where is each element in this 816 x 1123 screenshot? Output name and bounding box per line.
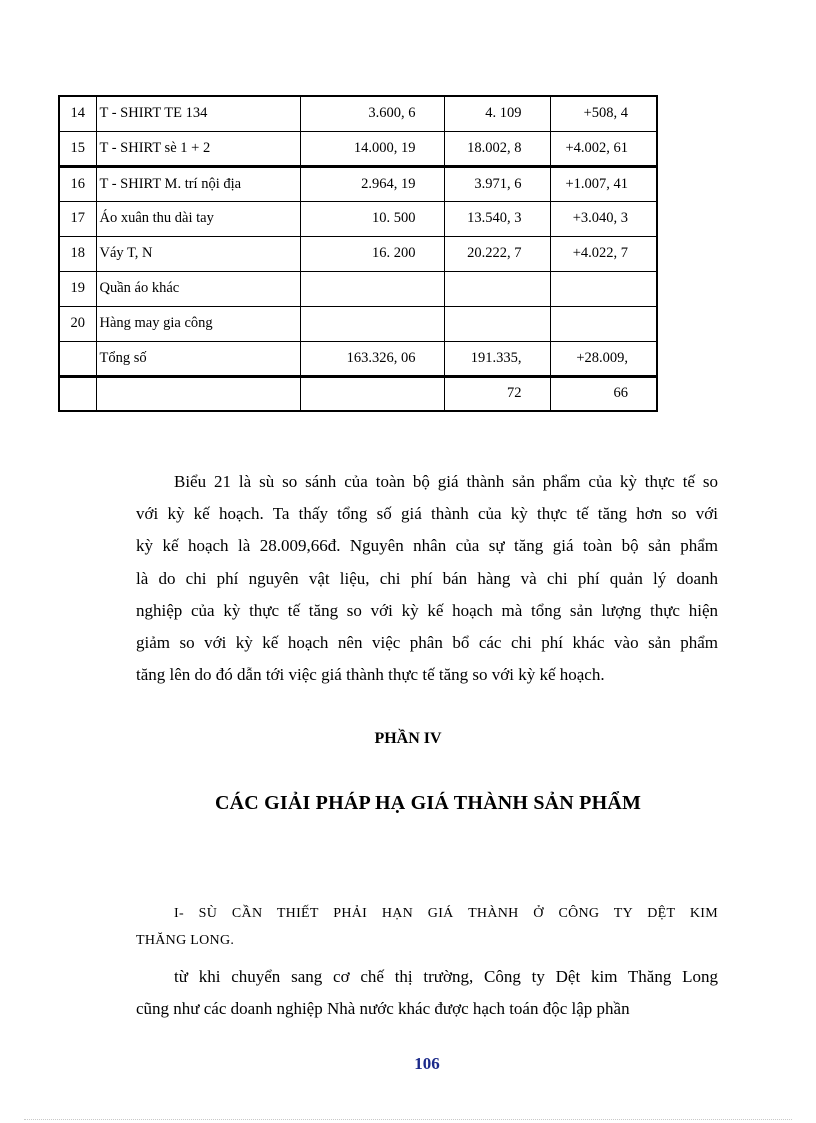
- row-number-cell: 18: [59, 236, 96, 271]
- actual-cost-cell: 72: [444, 376, 550, 411]
- section-heading-line: I- SÙ CẦN THIẾT PHẢI HẠN GIÁ THÀNH Ở CÔNG TY DỆT KIM: [174, 906, 718, 921]
- row-number-cell: 16: [59, 166, 96, 201]
- row-number-cell: 17: [59, 201, 96, 236]
- table-row: [59, 166, 657, 201]
- paragraph-line: kỳ kế hoạch là 28.009,66đ. Nguyên nhân của sự tăng giá toàn bộ sản phẩm: [136, 536, 718, 556]
- plan-cost-cell: 163.326, 06: [300, 341, 444, 376]
- difference-cell: +1.007, 41: [550, 166, 657, 201]
- row-number-cell: [59, 376, 96, 411]
- product-name-cell: Tổng số: [96, 341, 300, 376]
- difference-cell: +4.022, 7: [550, 236, 657, 271]
- plan-cost-cell: 14.000, 19: [300, 131, 444, 166]
- difference-cell: +4.002, 61: [550, 131, 657, 166]
- paragraph-line: tăng lên do đó dẫn tới việc giá thành thực tế tăng so với kỳ kế hoạch.: [136, 665, 605, 685]
- table-row: [59, 236, 657, 271]
- part-heading: PHẦN IV: [374, 730, 442, 747]
- product-name-cell: T - SHIRT TE 134: [96, 96, 300, 131]
- product-name-cell: Quần áo khác: [96, 271, 300, 306]
- actual-cost-cell: 3.971, 6: [444, 166, 550, 201]
- actual-cost-cell: 13.540, 3: [444, 201, 550, 236]
- product-name-cell: T - SHIRT sè 1 + 2: [96, 131, 300, 166]
- actual-cost-cell: [444, 271, 550, 306]
- plan-cost-cell: [300, 376, 444, 411]
- row-number-cell: 20: [59, 306, 96, 341]
- product-name-cell: T - SHIRT M. trí nội địa: [96, 166, 300, 201]
- product-name-cell: [96, 376, 300, 411]
- product-name-cell: Hàng may gia công: [96, 306, 300, 341]
- cost-comparison-table: [58, 95, 658, 412]
- table-row: [59, 306, 657, 341]
- table-row: [59, 201, 657, 236]
- row-number-cell: [59, 341, 96, 376]
- plan-cost-cell: 3.600, 6: [300, 96, 444, 131]
- product-name-cell: Áo xuân thu dài tay: [96, 201, 300, 236]
- table-row: [59, 341, 657, 376]
- plan-cost-cell: [300, 306, 444, 341]
- part-title: CÁC GIẢI PHÁP HẠ GIÁ THÀNH SẢN PHẨM: [214, 792, 642, 814]
- table-row: [59, 271, 657, 306]
- paragraph-analysis: [136, 466, 718, 691]
- paragraph-line: từ khi chuyển sang cơ chế thị trường, Công ty Dệt kim Thăng Long: [174, 967, 718, 986]
- footer-divider: [24, 1119, 792, 1120]
- difference-cell: +508, 4: [550, 96, 657, 131]
- difference-cell: +28.009,: [550, 341, 657, 376]
- difference-cell: [550, 306, 657, 341]
- row-number-cell: 15: [59, 131, 96, 166]
- actual-cost-cell: 191.335,: [444, 341, 550, 376]
- paragraph-line: với kỳ kế hoạch. Ta thấy tổng số giá thành của kỳ thực tế tăng hơn so với: [136, 504, 718, 524]
- difference-cell: +3.040, 3: [550, 201, 657, 236]
- table-row: [59, 376, 657, 411]
- table-row: [59, 131, 657, 166]
- paragraph-line: nghiệp của kỳ thực tế tăng so với kỳ kế hoạch mà tổng sản lượng thực hiện: [136, 600, 718, 620]
- row-number-cell: 14: [59, 96, 96, 131]
- paragraph-line: giảm so với kỳ kế hoạch nên việc phân bổ các chi phí khác vào sản phẩm: [136, 633, 718, 653]
- product-name-cell: Váy T, N: [96, 236, 300, 271]
- paragraph-line: là do chi phí nguyên vật liệu, chi phí bán hàng và chi phí quản lý doanh: [136, 568, 718, 588]
- paragraph-intro: [136, 961, 718, 1025]
- table-row: [59, 96, 657, 131]
- difference-cell: [550, 271, 657, 306]
- plan-cost-cell: 16. 200: [300, 236, 444, 271]
- actual-cost-cell: 4. 109: [444, 96, 550, 131]
- row-number-cell: 19: [59, 271, 96, 306]
- paragraph-line: Biểu 21 là sù so sánh của toàn bộ giá thành sản phẩm của kỳ thực tế so: [174, 472, 718, 491]
- plan-cost-cell: [300, 271, 444, 306]
- plan-cost-cell: 2.964, 19: [300, 166, 444, 201]
- page-number: 106: [414, 1054, 440, 1073]
- section-heading-line: THĂNG LONG.: [136, 933, 235, 948]
- paragraph-line: cũng như các doanh nghiệp Nhà nước khác được hạch toán độc lập phần: [136, 999, 630, 1019]
- section-heading: [136, 900, 718, 954]
- plan-cost-cell: 10. 500: [300, 201, 444, 236]
- actual-cost-cell: 18.002, 8: [444, 131, 550, 166]
- difference-cell: 66: [550, 376, 657, 411]
- actual-cost-cell: 20.222, 7: [444, 236, 550, 271]
- table-body: [59, 96, 657, 411]
- actual-cost-cell: [444, 306, 550, 341]
